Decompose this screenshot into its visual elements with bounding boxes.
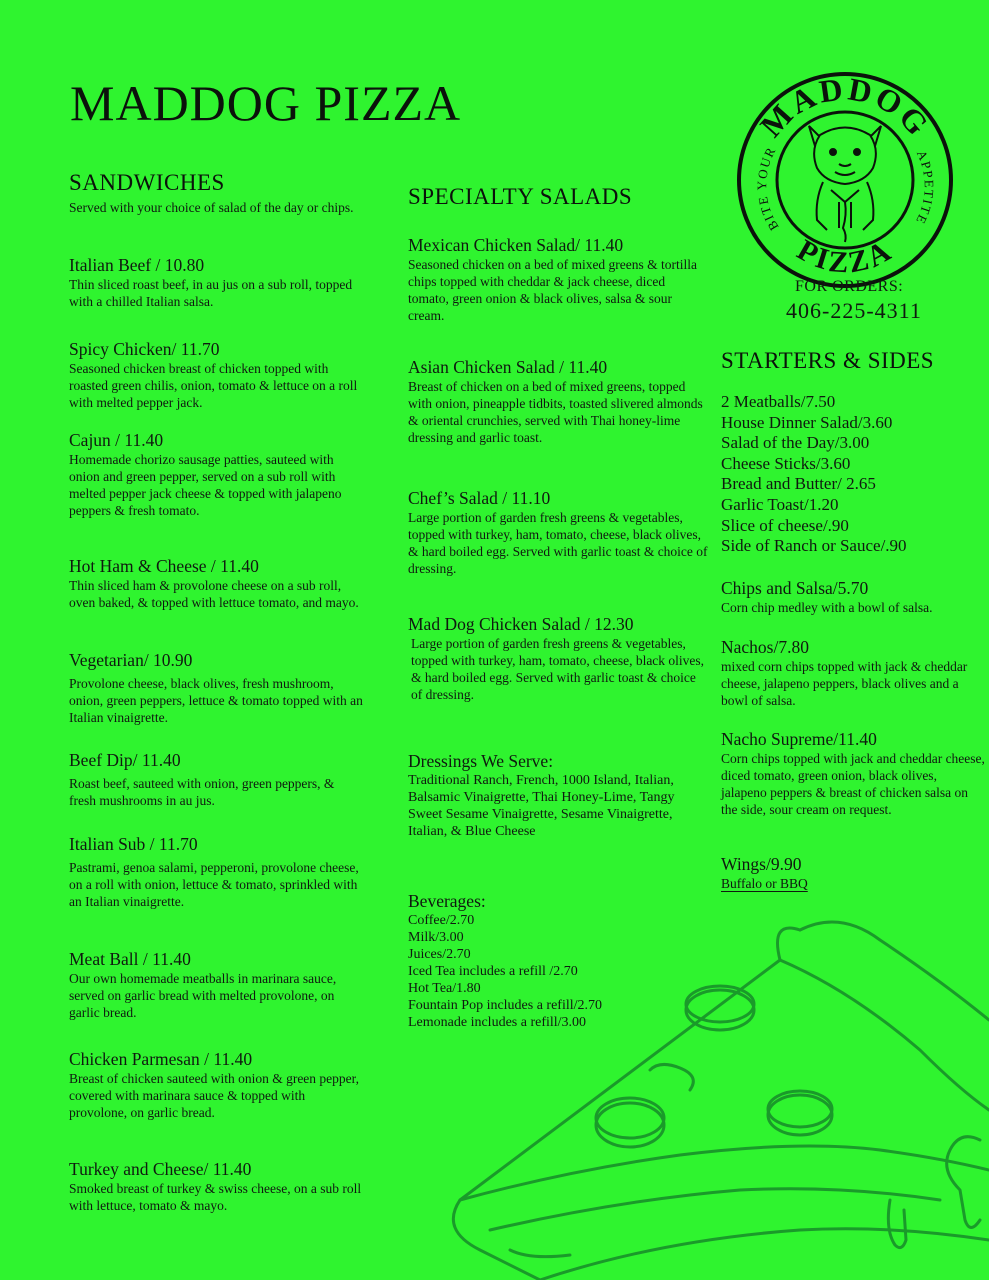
item-desc: Smoked breast of turkey & swiss cheese, on a sub roll with lettuce, tomato & mayo. (69, 1181, 362, 1213)
menu-item (69, 555, 364, 611)
item-desc: Thin sliced ham & provolone cheese on a sub roll, oven baked, & topped with lettuce tomato, and mayo. (69, 578, 359, 610)
menu-item (69, 254, 364, 310)
item-name: Asian Chicken Salad / 11.40 (408, 357, 608, 377)
list-item: Cheese Sticks/3.60 (721, 453, 851, 473)
menu-item (721, 853, 986, 892)
starters-section (721, 348, 985, 891)
beverage-item: Lemonade includes a refill/3.00 (408, 1015, 587, 1030)
item-desc: Corn chips topped with jack and cheddar cheese, diced tomato, green onion, black olives, jalapeno peppers & breast of chicken salsa on the side, sour cream on request. (721, 751, 985, 817)
beverage-item: Hot Tea/1.80 (408, 981, 481, 996)
dressings-heading: Dressings We Serve: (408, 751, 554, 771)
beverage-item: Milk/3.00 (408, 930, 464, 945)
list-item: Side of Ranch or Sauce/.90 (721, 536, 907, 556)
orders-label: FOR ORDERS: (795, 278, 904, 295)
list-item: Garlic Toast/1.20 (721, 494, 839, 514)
menu-item (69, 649, 364, 726)
menu-item (721, 577, 986, 616)
menu-item (69, 338, 364, 411)
svg-text:MADDOG (753, 70, 938, 144)
item-name: Nacho Supreme/11.40 (721, 729, 877, 749)
beverage-item: Juices/2.70 (408, 947, 471, 962)
item-name: Beef Dip/ 11.40 (69, 750, 181, 770)
menu-item (408, 613, 708, 703)
item-name: Spicy Chicken/ 11.70 (69, 339, 220, 359)
item-desc: mixed corn chips topped with jack & cheddar cheese, jalapeno peppers, black olives and a bowl of salsa. (721, 659, 968, 708)
menu-item (69, 749, 364, 809)
salads-heading: SPECIALTY SALADS (408, 184, 633, 209)
menu-item (69, 1158, 364, 1214)
logo-left-text: BITE YOUR (754, 143, 782, 234)
starters-heading: STARTERS & SIDES (721, 348, 935, 373)
item-desc: Seasoned chicken on a bed of mixed greens & tortilla chips topped with cheddar & jack cheese, diced tomato, green onion & black olives, salsa & sour cream. (408, 257, 698, 323)
beverage-item: Iced Tea includes a refill /2.70 (408, 964, 578, 979)
menu-title: MADDOG PIZZA (70, 75, 462, 131)
orders-phone[interactable]: 406-225-4311 (786, 298, 922, 323)
item-desc: Pastrami, genoa salami, pepperoni, provolone cheese, on a roll with onion, lettuce & tomato, sprinkled with an Italian vinaigrette. (69, 860, 359, 909)
item-desc: Corn chip medley with a bowl of salsa. (721, 600, 933, 615)
item-name: Meat Ball / 11.40 (69, 949, 191, 969)
item-name: Wings/9.90 (721, 854, 802, 874)
item-name: Mad Dog Chicken Salad / 12.30 (408, 614, 634, 634)
sandwiches-section (69, 170, 364, 1213)
starters-simple-list (721, 392, 986, 557)
beverages-block (408, 890, 708, 1031)
item-desc: Breast of chicken sauteed with onion & green pepper, covered with marinara sauce & topped with provolone, on garlic bread. (69, 1071, 359, 1120)
menu-item (69, 948, 364, 1021)
item-name: Cajun / 11.40 (69, 430, 164, 450)
item-desc: Our own homemade meatballs in marinara sauce, served on garlic bread with melted provolone, on garlic bread. (69, 971, 337, 1020)
item-desc: Large portion of garden fresh greens & vegetables, topped with turkey, ham, tomato, cheese, black olives, & hard boiled egg. Served with garlic toast & choice of dressing. (408, 510, 708, 576)
list-item: Salad of the Day/3.00 (721, 433, 870, 453)
item-desc: Breast of chicken on a bed of mixed greens, topped with onion, pineapple tidbits, toasted slivered almonds & oriental crunchies, served with Thai honey-lime dressing and garlic toast. (408, 379, 703, 445)
list-item: 2 Meatballs/7.50 (721, 392, 836, 411)
menu-item (721, 636, 986, 709)
logo-top-text: MADDOG (752, 70, 938, 144)
logo-bottom-text: PIZZA (791, 233, 899, 280)
item-name: Hot Ham & Cheese / 11.40 (69, 556, 259, 576)
menu-item (69, 429, 364, 519)
beverages-heading: Beverages: (408, 891, 486, 911)
bulldog-icon (809, 126, 881, 242)
dressings-block (408, 750, 708, 840)
item-name: Turkey and Cheese/ 11.40 (69, 1159, 252, 1179)
beverage-item: Coffee/2.70 (408, 913, 475, 928)
item-desc: Large portion of garden fresh greens & vegetables, topped with turkey, ham, tomato, cheese, black olives, & hard boiled egg. Served with garlic toast & choice of dressing. (411, 636, 705, 702)
item-desc: Thin sliced roast beef, in au jus on a sub roll, topped with a chilled Italian salsa. (69, 277, 353, 309)
item-desc: Provolone cheese, black olives, fresh mushroom, onion, green peppers, lettuce & tomato topped with an Italian vinaigrette. (69, 676, 363, 725)
item-name: Mexican Chicken Salad/ 11.40 (408, 235, 624, 255)
menu-item (408, 356, 708, 446)
dressings-text: Traditional Ranch, French, 1000 Island, Italian, Balsamic Vinaigrette, Thai Honey-Lime, Tangy Sweet Sesame Vinaigrette, Sesame Vinaigrette, Italian, & Blue Cheese (408, 773, 675, 839)
sandwiches-heading: SANDWICHES (69, 170, 225, 195)
item-name: Chicken Parmesan / 11.40 (69, 1049, 253, 1069)
item-name: Italian Sub / 11.70 (69, 834, 198, 854)
menu-item (408, 234, 708, 324)
item-desc: Roast beef, sauteed with onion, green peppers, & fresh mushrooms in au jus. (69, 776, 335, 808)
sandwiches-note: Served with your choice of salad of the day or chips. (69, 200, 354, 215)
item-name: Vegetarian/ 10.90 (69, 650, 193, 670)
menu-item (408, 487, 708, 577)
menu-item (69, 1048, 364, 1121)
item-desc: Buffalo or BBQ (721, 876, 808, 891)
list-item: House Dinner Salad/3.60 (721, 412, 893, 432)
item-name: Italian Beef / 10.80 (69, 255, 205, 275)
item-desc: Seasoned chicken breast of chicken topped with roasted green chilis, onion, tomato & lettuce on a roll with melted pepper jack. (69, 361, 358, 410)
svg-text:APPETITE (913, 148, 937, 227)
menu-item (69, 833, 364, 910)
item-desc: Homemade chorizo sausage patties, sauteed with onion and green pepper, served on a sub roll with melted pepper jack cheese & topped with jalapeno peppers & fresh tomato. (69, 452, 342, 518)
item-name: Chef’s Salad / 11.10 (408, 488, 551, 508)
salads-section (408, 184, 708, 1030)
menu-item (721, 728, 986, 818)
item-name: Nachos/7.80 (721, 637, 809, 657)
logo-right-text: APPETITE (912, 147, 937, 228)
item-name: Chips and Salsa/5.70 (721, 578, 869, 598)
list-item: Slice of cheese/.90 (721, 515, 849, 535)
beverage-item: Fountain Pop includes a refill/2.70 (408, 998, 603, 1013)
list-item: Bread and Butter/ 2.65 (721, 474, 876, 494)
maddog-logo (735, 70, 955, 290)
